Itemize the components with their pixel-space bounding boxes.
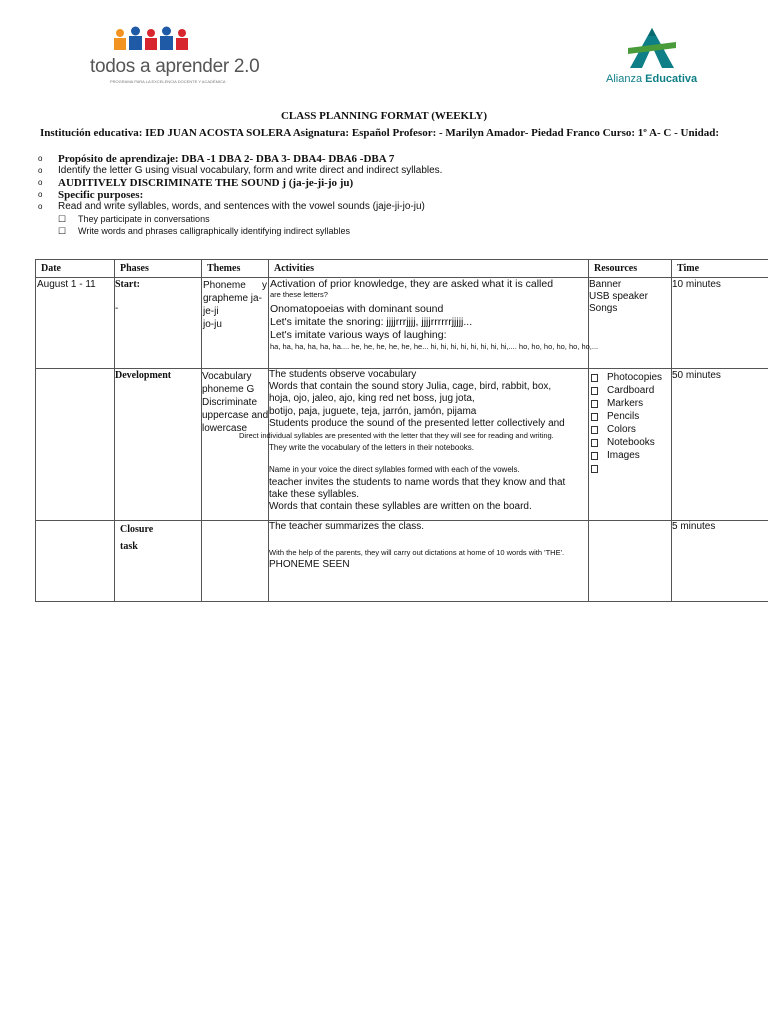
phase-start-mark: - [115,303,119,314]
right-logo-prefix: Alianza [606,73,643,85]
checkbox-icon [591,465,598,473]
header-themes: Themes [207,263,241,274]
header-activities: Activities [274,263,314,274]
resources-row1: Banner USB speaker Songs [589,279,648,314]
document-title: CLASS PLANNING FORMAT (WEEKLY) [280,110,488,122]
checkbox-icon [591,452,598,460]
cubes-figures-icon [112,24,192,54]
list-item: o Read and write syllables, words, and sentences with the vowel sounds (jaje-ji-jo-ju) [38,201,425,212]
left-logo-brand: todos a aprender 2.0 [90,56,260,77]
list-item: o Propósito de aprendizaje: DBA -1 DBA 2- DBA 3- DBA4- DBA6 -DBA 7 [38,153,395,165]
activities-row2: The students observe vocabulary Words that contain the sound story Julia, cage, bird, rabbit, box, hoja, ojo, jaleo, ajo, king red net boss, jug jota, botijo, paja, juguete, teja, jarrón, jamón, pijama Students produce the sound of the presented letter collectively and Direct individual syllables are presented with the letter that they will see for reading and writing. They write the vocabulary of the letters in their notebooks. Name in your voice the direct syllables formed with each of the vowels. teacher invites the students to name words that they know and that take these syllables. Words that contain these syllables are written on the board. [239,369,566,512]
phase-start: Start: [115,279,140,290]
list-item: o Specific purposes: [38,189,144,201]
header-phases: Phases [120,263,149,274]
sub-list-item: ☐ They participate in conversations [58,214,210,224]
purposes-list [38,153,738,237]
right-logo-brand [606,73,697,85]
checkbox-icon [591,387,598,395]
header-date: Date [41,263,61,274]
date-cell: August 1 - 11 [37,279,96,290]
themes-row1: Phoneme y grapheme ja-je-ji jo-ju [203,280,267,330]
checkbox-icon [591,439,598,447]
todos-a-aprender-logo [88,24,260,90]
header-resources: Resources [594,263,638,274]
right-logo-suffix: Educativa [645,73,698,85]
planning-table: Date Phases Themes Activities Resources Time August 1 - 11 Start: - Phoneme y grapheme ja-je-ji jo-ju Activation of prior knowledge, they are asked what it is called are these letters? Onomatopoeias with dominant sound Let's imitate the snoring: jjjjrrrjjjj, jjjjrrrrrrjjjjj... Let's imitate various ways of laughing: ha, ha, ha, ha, ha, ha.... he, he, he, he, he, he... hi, hi, hi, hi, hi, hi, hi, hi,.... ho, ho, ho, ho, ho, ho,... Banner USB speaker Songs 10 minutes Development Vocabulary phoneme G Discriminate uppercase and lowercase The students observe vocabulary Words that contain the sound story Julia, cage, bird, rabbit, box, hoja, ojo, jaleo, ajo, king red net boss, jug jota, botijo, paja, juguete, teja, jarrón, jamón, pijama Students produce the sound of the presented letter collectively and Direct individual syllables are presented with the letter that they will see for reading and writing. They write the vocabulary of the letters in their notebooks. Name in your voice the direct syllables formed with each of the vowels. teacher invites the students to name words that they know and that take these syllables. Words that contain these syllables are written on the board. Photocopies Cardboard Markers Pencils Colors Notebooks Images 50 minutes Closure task The teacher summarizes the class. With the help of the parents, they will carry out dictations at home of 10 words with 'THE'. PHONEME SEEN 5 minutes [35,259,768,602]
checkbox-icon [591,400,598,408]
checkbox-icon [591,374,598,382]
phase-development: Development [115,370,172,381]
activities-row1: Activation of prior knowledge, they are asked what it is called are these letters? Onomatopoeias with dominant sound Let's imitate the snoring: jjjjrrrjjjj, jjjjrrrrrrjjjjj... Let's imitate various ways of laughing: ha, ha, ha, ha, ha, ha.... he, he, he, he, he, he... hi, hi, hi, hi, hi, hi, hi, hi,.... ho, ho, ho, ho, ho, ho,... [270,278,599,351]
time-row3: 5 minutes [672,521,716,532]
checkbox-glyph-icon: ☐ [58,226,67,236]
time-row1: 10 minutes [672,279,721,290]
phase-task: task [120,541,138,552]
activities-row3: The teacher summarizes the class. With the help of the parents, they will carry out dictations at home of 10 words with 'THE'. PHONEME SEEN [269,521,565,570]
time-row2: 50 minutes [672,370,721,381]
header-time: Time [677,263,700,274]
themes-row2: Vocabulary phoneme G Discriminate uppercase and lowercase [202,371,269,434]
institution-line: Institución educativa: IED JUAN ACOSTA SOLERA Asignatura: Español Profesor: - Marilyn Amador- Piedad Franco Curso: 1º A- C - Unidad: [40,127,720,139]
sub-list-item: ☐ Write words and phrases calligraphically identifying indirect syllables [58,226,350,236]
alianza-a-mark-icon [626,26,678,70]
phase-closure: Closure [120,524,154,535]
checkbox-glyph-icon: ☐ [58,214,67,224]
list-item: o Identify the letter G using visual vocabulary, form and write direct and indirect syllables. [38,165,443,176]
alianza-educativa-logo [600,26,710,90]
left-logo-tagline: PROGRAMA PARA LA EXCELENCIA DOCENTE Y ACADÉMICA [110,79,226,84]
checkbox-icon [591,413,598,421]
list-item: o AUDITIVELY DISCRIMINATE THE SOUND j (ja-je-ji-jo ju) [38,177,354,189]
checkbox-icon [591,426,598,434]
